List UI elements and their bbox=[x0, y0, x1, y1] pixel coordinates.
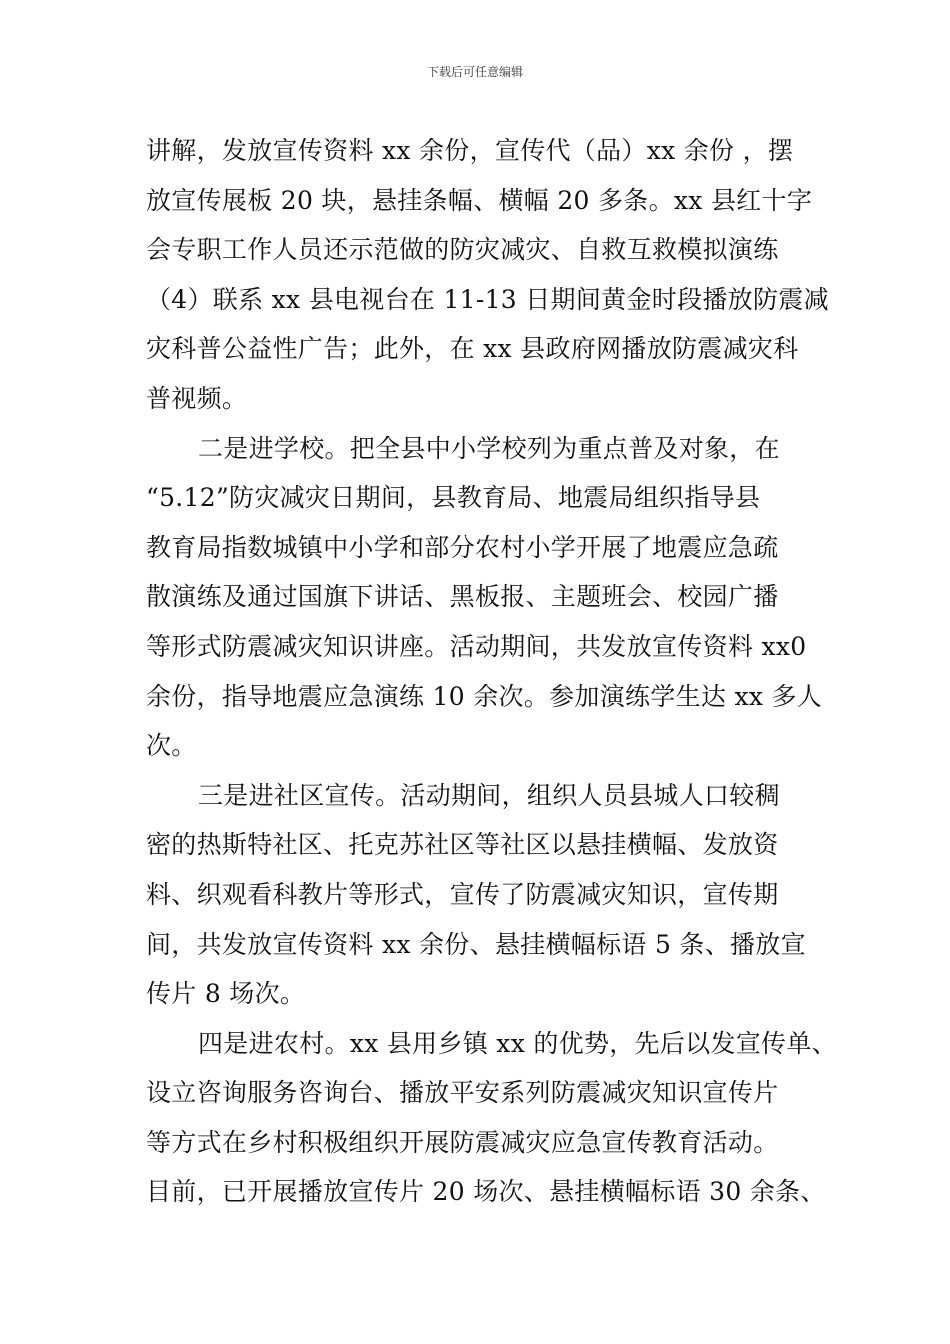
text-line: 等形式防震减灾知识讲座。活动期间，共发放宣传资料 xx0 bbox=[146, 631, 807, 661]
text-line: 等方式在乡村积极组织开展防震减灾应急宣传教育活动。 bbox=[146, 1127, 779, 1157]
text-line: 普视频。 bbox=[146, 383, 248, 413]
text-line: （4）联系 xx 县电视台在 11-13 日期间黄金时段播放防震减 bbox=[146, 284, 829, 314]
text-line: 灾科普公益性广告；此外，在 xx 县政府网播放防震减灾科 bbox=[146, 334, 799, 364]
text-line: 密的热斯特社区、托克苏社区等社区以悬挂横幅、发放资 bbox=[146, 830, 779, 860]
text-line: 放宣传展板 20 块，悬挂条幅、横幅 20 多条。xx 县红十字 bbox=[146, 185, 813, 215]
text-line: 四是进农村。xx 县用乡镇 xx 的优势，先后以发宣传单、 bbox=[198, 1028, 837, 1058]
text-line: 三是进社区宣传。活动期间，组织人员县城人口较稠 bbox=[198, 780, 780, 810]
text-line: 次。 bbox=[146, 731, 197, 761]
text-line: 料、织观看科教片等形式，宣传了防震减灾知识，宣传期 bbox=[146, 879, 779, 909]
text-line: 目前，已开展播放宣传片 20 场次、悬挂横幅标语 30 余条、 bbox=[146, 1177, 826, 1207]
text-line: 设立咨询服务咨询台、播放平安系列防震减灾知识宣传片 bbox=[146, 1078, 779, 1108]
page-header: 下载后可任意编辑 bbox=[426, 65, 523, 79]
text-line: 教育局指数城镇中小学和部分农村小学开展了地震应急疏 bbox=[146, 532, 779, 562]
text-line: 会专职工作人员还示范做的防灾减灾、自救互救模拟演练 bbox=[146, 235, 779, 265]
text-line: 讲解，发放宣传资料 xx 余份，宣传代（品）xx 余份 ，摆 bbox=[146, 136, 794, 165]
body-text bbox=[146, 126, 837, 1217]
text-line: 散演练及通过国旗下讲话、黑板报、主题班会、校园广播 bbox=[146, 582, 779, 612]
text-line: 余份，指导地震应急演练 10 余次。参加演练学生达 xx 多人 bbox=[146, 681, 823, 711]
text-line: 二是进学校。把全县中小学校列为重点普及对象，在 bbox=[198, 433, 780, 463]
text-line: “5.12”防灾减灾日期间，县教育局、地震局组织指导县 bbox=[146, 483, 761, 513]
text-line: 间，共发放宣传资料 xx 余份、悬挂横幅标语 5 条、播放宣 bbox=[146, 929, 806, 959]
text-line: 传片 8 场次。 bbox=[146, 979, 306, 1009]
